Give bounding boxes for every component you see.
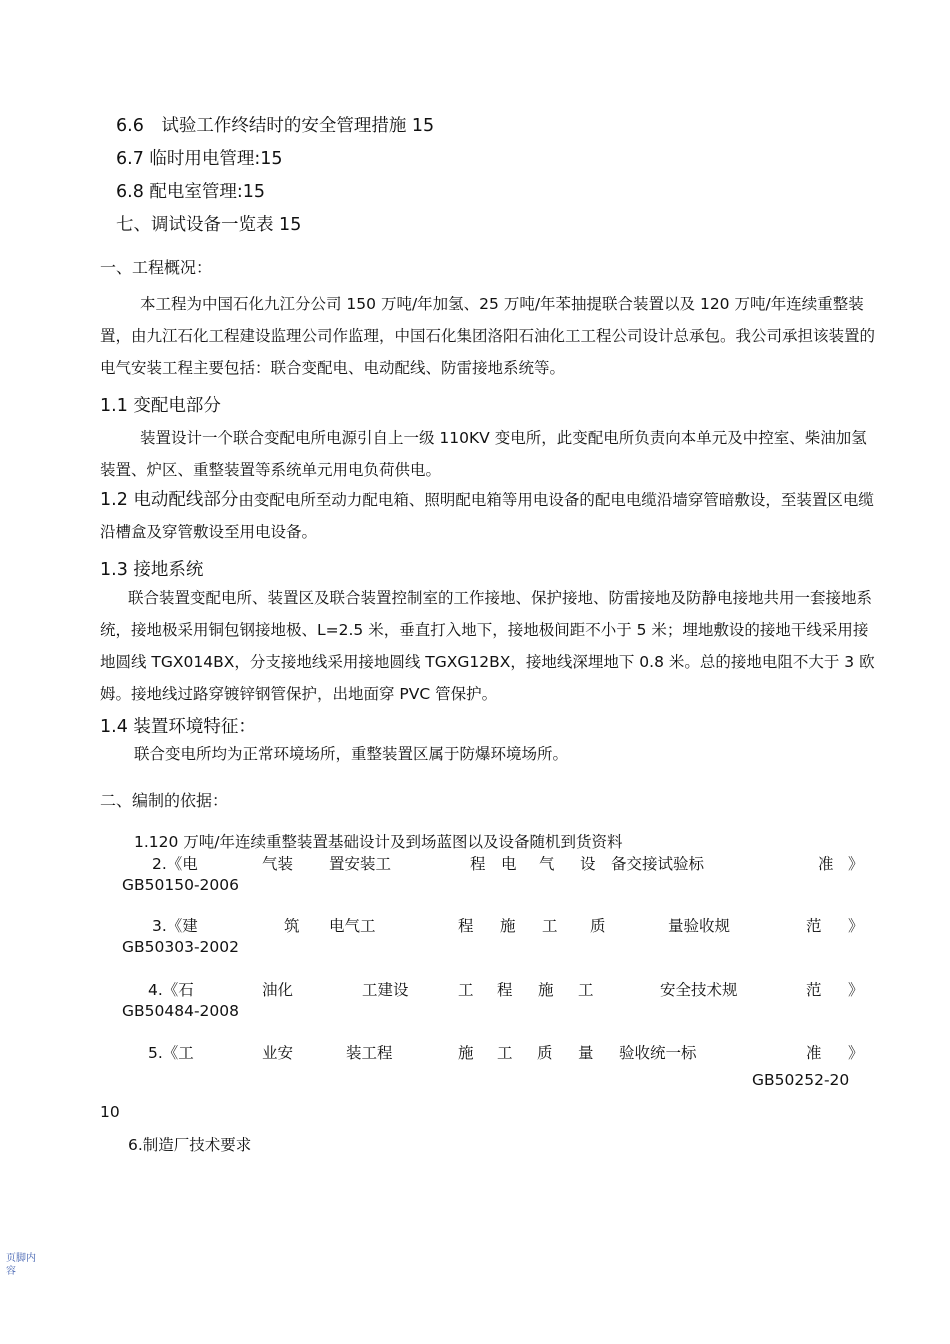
ref-part: 准 <box>806 1044 822 1062</box>
ref-part: 筑 <box>284 917 300 935</box>
ref-part: 4.《石 <box>148 981 194 999</box>
ref-code: GB50252-20 <box>752 1071 850 1089</box>
ref-code: GB50484-2008 <box>122 1002 239 1020</box>
paragraph-intro: 本工程为中国石化九江分公司 150 万吨/年加氢、25 万吨/年苯抽提联合装置以及 120 万吨/年连续重整装置，由九江石化工程建设监理公司作监理，中国石化集团洛阳石油化工工程公司设计总承包。我公司承担该装置的电气安装工程主要包括：联合变配电、电动配线、防雷接地系统等。 <box>100 295 876 377</box>
ref-part: 准 <box>818 855 834 873</box>
ref-code-continued: 10 <box>100 1103 120 1121</box>
ref-part: 施 <box>500 917 516 935</box>
paragraph-environment: 联合变电所均为正常环境场所，重整装置区属于防爆环境场所。 <box>134 745 569 763</box>
ref-part: 备交接试验标 <box>611 855 705 873</box>
ref-part: 》 <box>848 981 864 999</box>
toc-item: 6.7 临时用电管理:15 <box>116 149 283 169</box>
ref-code: GB50150-2006 <box>122 876 239 894</box>
ref-part: 设 <box>580 855 596 873</box>
section-heading: 一、工程概况： <box>100 258 213 277</box>
section-heading: 二、编制的依据： <box>100 791 229 810</box>
ref-part: 程 <box>458 917 474 935</box>
subsection-heading: 1.3 接地系统 <box>100 560 204 580</box>
subsection-heading: 1.1 变配电部分 <box>100 396 221 416</box>
reference-item: 1.120 万吨/年连续重整装置基础设计及到场蓝图以及设备随机到货资料 <box>134 833 623 851</box>
ref-part: 电 <box>501 855 517 873</box>
paragraph-substation: 装置设计一个联合变配电所电源引自上一级 110KV 变电所，此变配电所负责向本单元及中控室、柴油加氢装置、炉区、重整装置等系统单元用电负荷供电。 <box>100 429 867 479</box>
paragraph-grounding: 联合装置变配电所、装置区及联合装置控制室的工作接地、保护接地、防雷接地及防静电接地共用一套接地系统，接地极采用铜包钢接地极、L=2.5 米，垂直打入地下，接地极间距不小于 5 米；埋地敷设的接地干线采用接地圆线 TGX014BX，分支接地线采用接地圆线 TGXG12BX，接地线深埋地下 0.8 米。总的接地电阻不大于 3 欧姆。接地线过路穿镀锌钢管保护，出地面穿 PVC 管保护。 <box>100 589 875 703</box>
ref-part: 工 <box>497 1044 513 1062</box>
ref-code: GB50303-2002 <box>122 938 239 956</box>
toc-item: 七、调试设备一览表 15 <box>116 215 302 235</box>
ref-part: 质 <box>590 917 606 935</box>
ref-part: 5.《工 <box>148 1044 194 1062</box>
ref-part: 业安 <box>262 1044 294 1062</box>
ref-part: 电气工 <box>329 917 376 935</box>
ref-part: 3.《建 <box>152 917 198 935</box>
ref-part: 装工程 <box>346 1044 393 1062</box>
ref-part: 范 <box>806 981 822 999</box>
ref-part: 施 <box>538 981 554 999</box>
ref-part: 工 <box>542 917 558 935</box>
paragraph-wiring <box>100 484 880 548</box>
ref-part: 范 <box>806 917 822 935</box>
ref-part: 工 <box>578 981 594 999</box>
ref-part: 量验收规 <box>668 917 731 935</box>
ref-part: 量 <box>578 1044 594 1062</box>
paragraph-wiring-text: 由变配电所至动力配电箱、照明配电箱等用电设备的配电电缆沿墙穿管暗敷设，至装置区电缆沿槽盒及穿管敷设至用电设备。 <box>100 491 874 541</box>
ref-part: 2.《电 <box>152 855 198 873</box>
ref-part: 程 <box>497 981 513 999</box>
ref-part: 》 <box>848 1044 864 1062</box>
ref-part: 工建设 <box>362 981 409 999</box>
page-footer: 页脚内容 <box>6 1253 36 1277</box>
ref-part: 安全技术规 <box>660 981 738 999</box>
toc-item: 6.6 试验工作终结时的安全管理措施 15 <box>116 116 435 136</box>
ref-part: 工 <box>458 981 474 999</box>
ref-part: 》 <box>848 917 864 935</box>
ref-part: 施 <box>458 1044 474 1062</box>
ref-part: 程 <box>470 855 486 873</box>
ref-part: 验收统一标 <box>619 1044 697 1062</box>
ref-part: 》 <box>848 855 864 873</box>
subsection-heading: 1.4 装置环境特征： <box>100 717 256 737</box>
ref-part: 质 <box>537 1044 553 1062</box>
reference-item: 6.制造厂技术要求 <box>128 1136 252 1154</box>
ref-part: 气装 <box>262 855 294 873</box>
ref-part: 置安装工 <box>329 855 392 873</box>
subsection-heading: 1.2 电动配线部分 <box>100 490 239 510</box>
ref-part: 气 <box>539 855 555 873</box>
ref-part: 油化 <box>262 981 294 999</box>
toc-item: 6.8 配电室管理:15 <box>116 182 266 202</box>
